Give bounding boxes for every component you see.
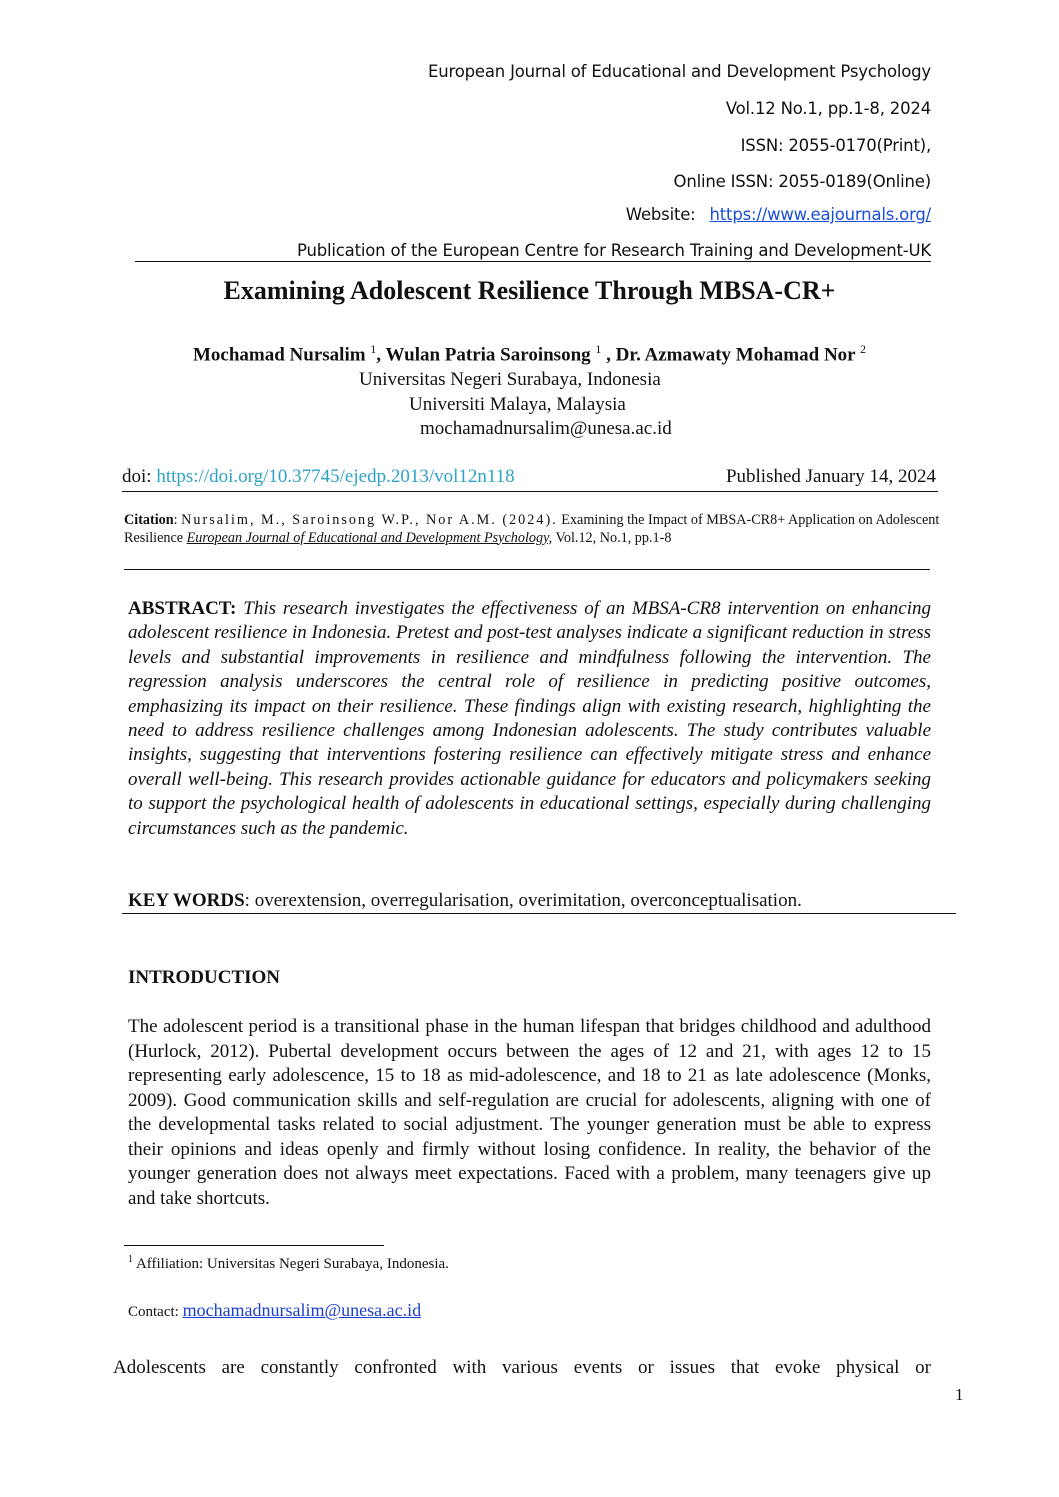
affiliation-2: Universiti Malaya, Malaysia	[409, 394, 626, 415]
footnote-divider	[124, 1245, 384, 1246]
doi-label: doi:	[122, 466, 152, 487]
author-name: Wulan Patria Saroinsong	[385, 344, 591, 366]
published-date: Published January 14, 2024	[725, 466, 936, 487]
contact-email-link[interactable]: mochamadnursalim@unesa.ac.id	[182, 1300, 422, 1320]
author-name: Dr. Azmawaty Mohamad Nor	[615, 344, 856, 366]
citation-authors: Nursalim, M., Saroinsong W.P., Nor A.M. (2024).	[181, 512, 558, 528]
website-line	[626, 205, 931, 224]
doi-line	[122, 466, 938, 488]
abstract-label: ABSTRACT:	[128, 598, 237, 619]
issn-print: ISSN: 2055-0170(Print),	[740, 136, 931, 155]
citation-block: Citation: Nursalim, M., Saroinsong W.P., Nor A.M. (2024). Examining the Impact of MBSA-CR8+ Application on Adolescent Resilience European Journal of Educational and Development Psychology, Vol.12, No.1, pp.1-8	[124, 512, 940, 546]
footnote-text: Affiliation: Universitas Negeri Surabaya, Indonesia.	[135, 1256, 449, 1272]
author-affiliation-mark: 1	[595, 342, 602, 356]
author-affiliation-mark: 2	[860, 342, 867, 356]
footnote-mark: 1	[128, 1254, 133, 1265]
keywords-divider	[122, 913, 956, 914]
abstract	[128, 597, 931, 841]
website-label: Website:	[625, 205, 696, 224]
journal-volume: Vol.12 No.1, pp.1-8, 2024	[725, 99, 931, 118]
citation-divider	[124, 569, 930, 570]
abstract-text: This research investigates the effectiveness of an MBSA-CR8 intervention on enhancing adolescent resilience in Indonesia. Pretest and post-test analyses indicate a significant reduction in stress levels and substantial improvements in resilience and mindfulness following the intervention. The regression analysis underscores the central role of resilience in predicting positive outcomes, emphasizing its impact on their resilience. These findings align with existing research, highlighting the need to address resilience challenges among Indonesian adolescents. The study contributes valuable insights, suggesting that interventions fostering resilience can effectively mitigate stress and enhance overall well-being. This research provides actionable guidance for educators and policymakers seeking to support the psychological health of adolescents in educational settings, especially during challenging circumstances such as the pandemic.	[128, 598, 932, 839]
author-name: Mochamad Nursalim	[192, 344, 366, 366]
journal-name: European Journal of Educational and Development Psychology	[428, 62, 931, 81]
affiliation-1: Universitas Negeri Surabaya, Indonesia	[359, 369, 661, 390]
doi-link[interactable]: https://doi.org/10.37745/ejedp.2013/vol12n118	[156, 466, 515, 487]
intro-paragraph: The adolescent period is a transitional phase in the human lifespan that bridges childhood and adulthood (Hurlock, 2012). Pubertal development occurs between the ages of 12 and 21, with ages 12 to 15 representing early adolescence, 15 to 18 as mid-adolescence, and 18 to 21 as late adolescence (Monks, 2009). Good communication skills and self-regulation are crucial for adolescents, aligning with one of the developmental tasks related to social adjustment. The younger generation must be able to express their opinions and ideas openly and firmly without losing confidence. In reality, the behavior of the younger generation does not always meet expectations. Faced with a problem, many teenagers give up and take shortcuts.	[128, 1016, 931, 1209]
author-list: Mochamad Nursalim $^1$, Wulan Patria Saroinsong $^1$ , Dr. Azmawaty Mohamad Nor $^2$	[192, 342, 867, 366]
continuation-paragraph: Adolescents are constantly confronted with various events or issues that evoke physical or	[113, 1357, 931, 1378]
footnote-contact	[128, 1300, 421, 1321]
page-number: 1	[955, 1385, 964, 1404]
website-link[interactable]: https://www.eajournals.org/	[709, 205, 931, 224]
keywords	[128, 890, 802, 912]
keywords-text: : overextension, overregularisation, overimitation, overconceptualisation.	[244, 890, 802, 911]
contact-label: Contact:	[128, 1304, 179, 1320]
keywords-label: KEY WORDS	[128, 890, 245, 911]
publisher-line: Publication of the European Centre for Research Training and Development-UK	[297, 241, 931, 260]
citation-journal: European Journal of Educational and Development Psychology,	[186, 529, 553, 546]
citation-title: Examining the Impact of MBSA-CR8+ Application on Adolescent Resilience	[124, 512, 940, 546]
citation-details: Vol.12, No.1, pp.1-8	[555, 529, 672, 546]
citation-label: Citation	[124, 512, 174, 528]
author-affiliation-mark: 1	[370, 342, 377, 356]
author-email: mochamadnursalim@unesa.ac.id	[420, 418, 672, 439]
paper-title: Examining Adolescent Resilience Through MBSA-CR+	[223, 276, 836, 305]
section-heading: INTRODUCTION	[128, 967, 281, 988]
doi-divider	[122, 491, 938, 492]
footnote-affiliation	[128, 1254, 449, 1273]
issn-online: Online ISSN: 2055-0189(Online)	[673, 172, 931, 191]
header-divider	[135, 261, 931, 262]
